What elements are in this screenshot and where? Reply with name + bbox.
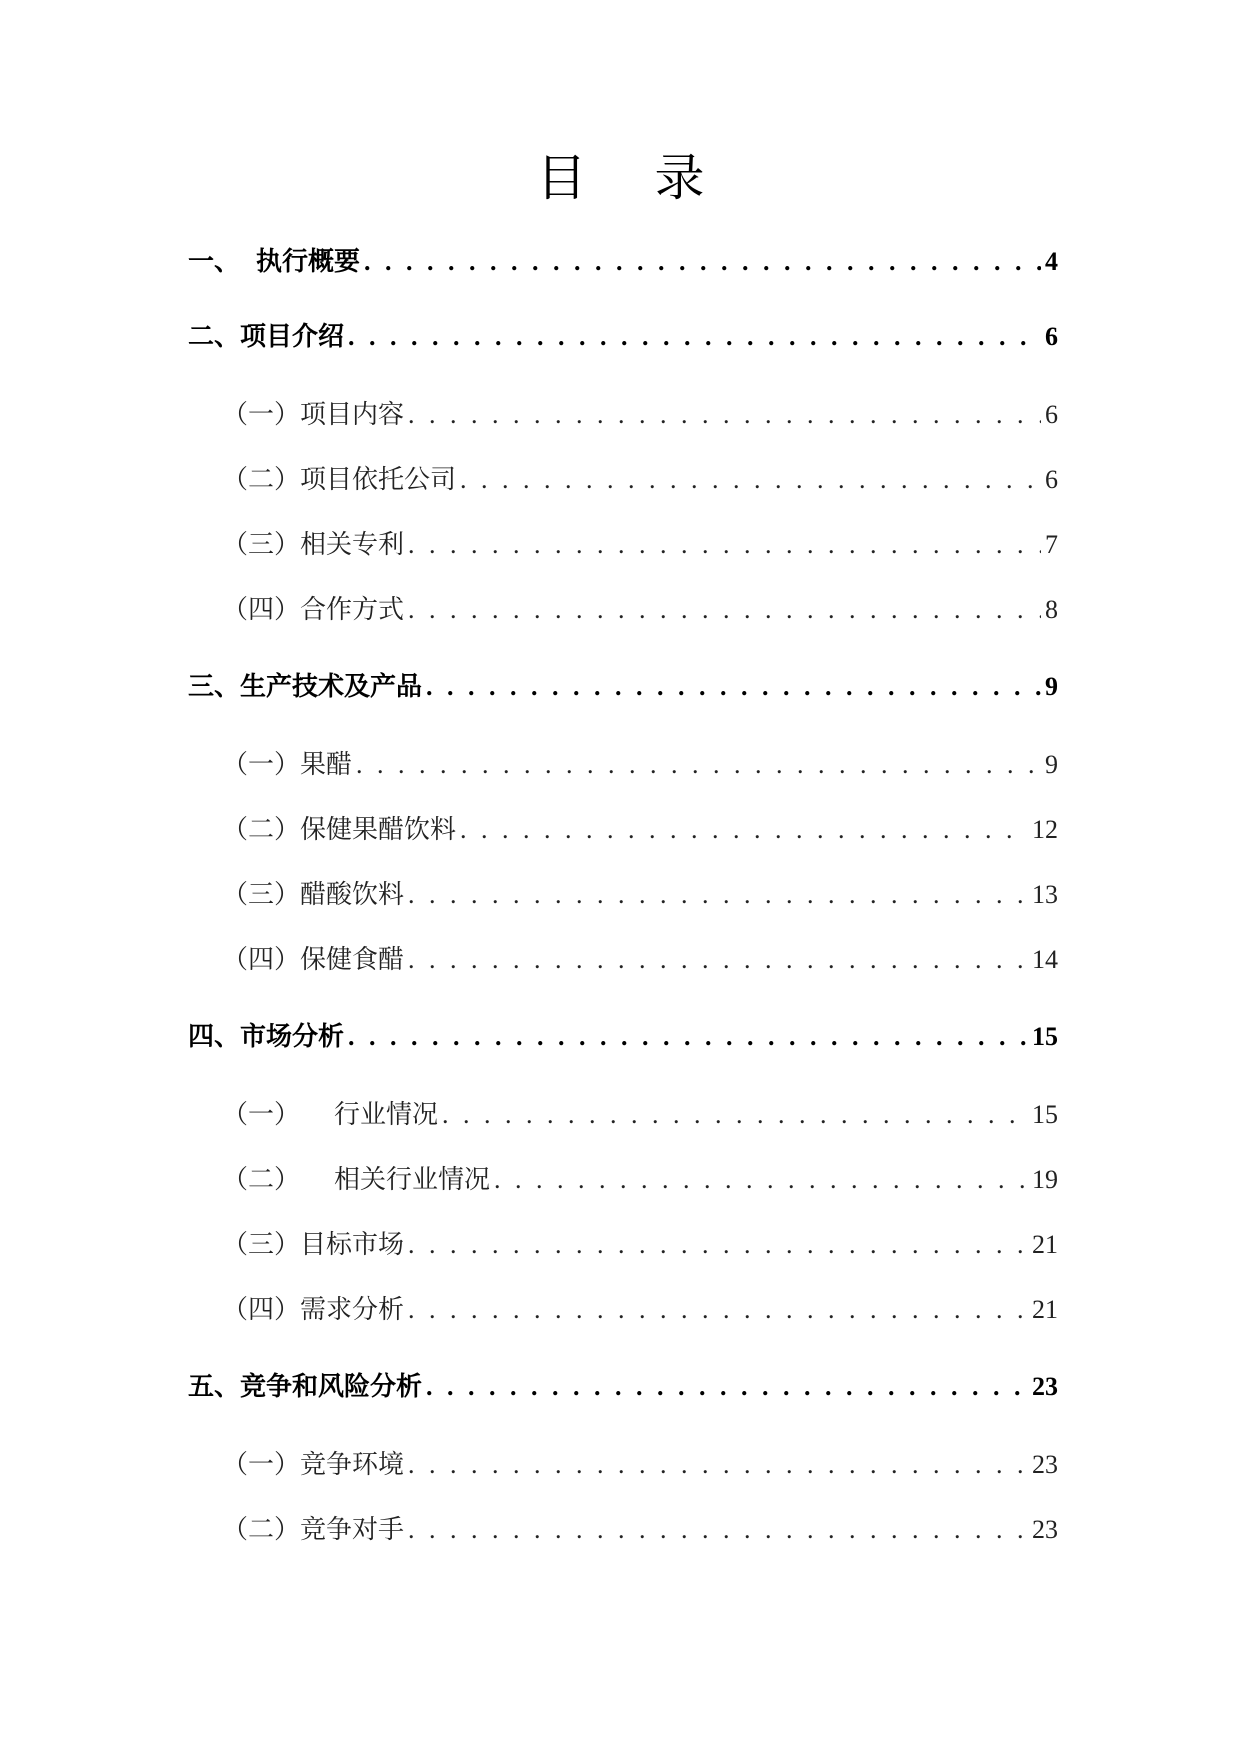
- toc-page-number: 6: [1045, 400, 1058, 429]
- toc-entry-number: （四）: [222, 1295, 301, 1325]
- toc-dot-leader: [408, 1227, 1028, 1263]
- toc-entry-number: 四、: [188, 1022, 241, 1052]
- toc-entry-label: 保健食醋: [300, 945, 405, 975]
- toc-entry-label: 项目内容: [300, 400, 405, 430]
- toc-dot-leader: [356, 747, 1041, 783]
- toc-dot-leader: [426, 669, 1041, 705]
- toc-entry-number: 二、: [188, 322, 241, 352]
- toc-entry-section[interactable]: [188, 669, 1058, 705]
- toc-dot-leader: [460, 462, 1041, 498]
- toc-entry-number: （一）: [222, 750, 301, 780]
- toc-entry-subsection[interactable]: [222, 1447, 1058, 1483]
- toc-entry-subsection[interactable]: [222, 1292, 1058, 1328]
- toc-entry-text: [222, 527, 404, 563]
- toc-entry-subsection[interactable]: [222, 592, 1058, 628]
- toc-entry-number: 三、: [188, 672, 241, 702]
- toc-entry-subsection[interactable]: [222, 1097, 1058, 1133]
- toc-entry-text: [188, 1369, 422, 1405]
- toc-entry-number: （三）: [222, 1230, 301, 1260]
- toc-entry-subsection[interactable]: [222, 397, 1058, 433]
- toc-entry-label: 市场分析: [240, 1022, 345, 1052]
- toc-entry-text: [222, 1447, 404, 1483]
- toc-entry-label: 项目介绍: [240, 322, 345, 352]
- toc-entry-text: [188, 244, 360, 280]
- toc-page-number: 6: [1045, 322, 1058, 351]
- toc-page-number: 14: [1032, 945, 1058, 974]
- toc-page-number: 12: [1032, 815, 1058, 844]
- toc-entry-text: [188, 1019, 344, 1055]
- toc-entry-number: （四）: [222, 595, 301, 625]
- toc-page-number: 9: [1045, 672, 1058, 701]
- toc-entry-subsection[interactable]: [222, 812, 1058, 848]
- toc-entry-label: 生产技术及产品: [240, 672, 423, 702]
- toc-page-number: 21: [1032, 1230, 1058, 1259]
- toc-entry-subsection[interactable]: [222, 1227, 1058, 1263]
- toc-title: 目 录: [536, 149, 731, 207]
- toc-entry-subsection[interactable]: [222, 462, 1058, 498]
- toc-entry-label: 行业情况: [334, 1100, 439, 1130]
- toc-dot-leader: [442, 1097, 1028, 1133]
- toc-entry-section[interactable]: [188, 244, 1058, 280]
- toc-page-number: 13: [1032, 880, 1058, 909]
- toc-page-number: 6: [1045, 465, 1058, 494]
- toc-dot-leader: [364, 244, 1041, 280]
- toc-dot-leader: [348, 1019, 1028, 1055]
- toc-entry-number: （四）: [222, 945, 301, 975]
- toc-page-number: 15: [1032, 1022, 1058, 1051]
- toc-entry-label: 醋酸饮料: [300, 880, 405, 910]
- toc-page-number: 19: [1032, 1165, 1058, 1194]
- toc-entry-text: [222, 942, 404, 978]
- toc-entry-number: （二）: [222, 815, 301, 845]
- toc-entry-text: [222, 592, 404, 628]
- toc-entry-text: [222, 1512, 404, 1548]
- toc-page-number: 8: [1045, 595, 1058, 624]
- toc-entry-number: （三）: [222, 880, 301, 910]
- toc-dot-leader: [408, 1512, 1028, 1548]
- toc-page-number: 15: [1032, 1100, 1058, 1129]
- toc-dot-leader: [408, 527, 1041, 563]
- toc-entry-label: 相关行业情况: [334, 1165, 491, 1195]
- toc-entry-number: （二）: [222, 465, 301, 495]
- toc-page-number: 9: [1045, 750, 1058, 779]
- toc-entry-text: [222, 1162, 490, 1198]
- toc-entry-subsection[interactable]: [222, 527, 1058, 563]
- toc-entry-subsection[interactable]: [222, 1512, 1058, 1548]
- toc-entry-label: 竞争和风险分析: [240, 1372, 423, 1402]
- toc-entry-text: [222, 1227, 404, 1263]
- toc-entry-label: 目标市场: [300, 1230, 405, 1260]
- toc-entry-section[interactable]: [188, 319, 1058, 355]
- toc-entry-subsection[interactable]: [222, 1162, 1058, 1198]
- toc-entry-label: 合作方式: [300, 595, 405, 625]
- toc-entry-label: 相关专利: [300, 530, 405, 560]
- toc-entry-text: [222, 747, 352, 783]
- toc-entry-subsection[interactable]: [222, 877, 1058, 913]
- toc-entry-number: 五、: [188, 1372, 241, 1402]
- toc-entry-text: [222, 877, 404, 913]
- toc-page-number: 23: [1032, 1372, 1058, 1401]
- toc-entry-text: [222, 1097, 438, 1133]
- toc-entry-number: （一）: [222, 1100, 301, 1130]
- toc-entry-label: 需求分析: [300, 1295, 405, 1325]
- toc-page-number: 23: [1032, 1515, 1058, 1544]
- toc-dot-leader: [426, 1369, 1028, 1405]
- toc-dot-leader: [408, 942, 1028, 978]
- toc-entry-text: [188, 319, 344, 355]
- toc-entry-number: （二）: [222, 1515, 301, 1545]
- toc-page-number: 23: [1032, 1450, 1058, 1479]
- toc-dot-leader: [408, 1447, 1028, 1483]
- toc-entry-number: 一、: [188, 247, 241, 277]
- toc-entry-subsection[interactable]: [222, 942, 1058, 978]
- toc-entry-number: （三）: [222, 530, 301, 560]
- toc-entry-text: [222, 1292, 404, 1328]
- toc-entry-label: 执行概要: [256, 247, 361, 277]
- toc-entry-label: 项目依托公司: [300, 465, 457, 495]
- toc-dot-leader: [408, 397, 1041, 433]
- toc-dot-leader: [494, 1162, 1028, 1198]
- toc-entry-label: 竞争对手: [300, 1515, 405, 1545]
- toc-entry-text: [222, 812, 456, 848]
- toc-page-number: 21: [1032, 1295, 1058, 1324]
- toc-entry-label: 保健果醋饮料: [300, 815, 457, 845]
- toc-dot-leader: [408, 592, 1041, 628]
- toc-entry-text: [222, 462, 456, 498]
- toc-entry-label: 果醋: [300, 750, 353, 780]
- toc-entry-text: [188, 669, 422, 705]
- toc-entry-number: （一）: [222, 1450, 301, 1480]
- toc-entry-text: [222, 397, 404, 433]
- toc-entry-section[interactable]: [188, 1369, 1058, 1405]
- toc-entry-number: （二）: [222, 1165, 301, 1195]
- toc-page-number: 7: [1045, 530, 1058, 559]
- toc-entry-label: 竞争环境: [300, 1450, 405, 1480]
- toc-page-number: 4: [1045, 247, 1058, 276]
- toc-entry-section[interactable]: [188, 1019, 1058, 1055]
- toc-entry-subsection[interactable]: [222, 747, 1058, 783]
- toc-dot-leader: [408, 1292, 1028, 1328]
- toc-dot-leader: [460, 812, 1028, 848]
- toc-dot-leader: [348, 319, 1041, 355]
- toc-dot-leader: [408, 877, 1028, 913]
- toc-entry-number: （一）: [222, 400, 301, 430]
